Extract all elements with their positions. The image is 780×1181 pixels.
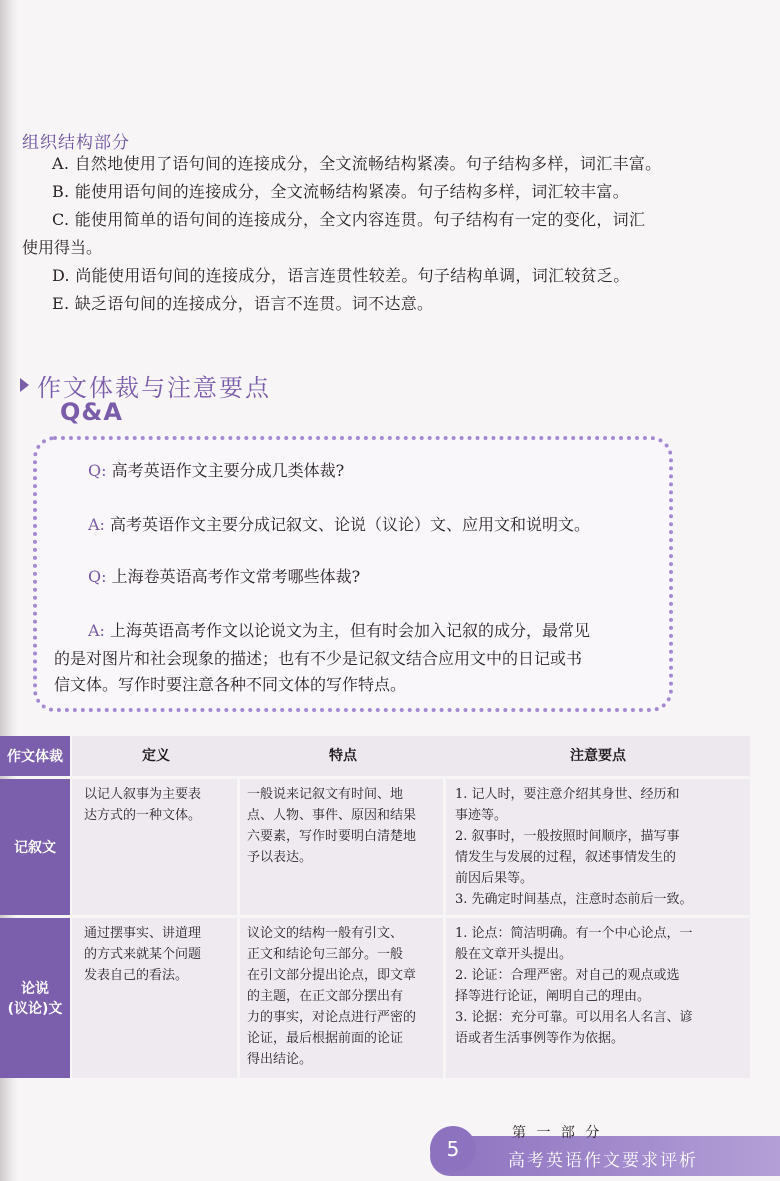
criterion-c-continued: 使用得当。 bbox=[22, 238, 103, 257]
qa-answer-2 bbox=[88, 618, 590, 644]
text-line: 前因后果等。 bbox=[455, 871, 534, 886]
text-line: 3. 先确定时间基点，注意时态前后一致。 bbox=[455, 892, 693, 907]
text-line: 1. 记人时，要注意介绍其身世、经历和 bbox=[455, 787, 680, 802]
page-number: 5 bbox=[430, 1126, 476, 1172]
qa-question-1 bbox=[88, 458, 344, 484]
criterion-b: B. 能使用语句间的连接成分，全文流畅结构紧凑。句子结构多样，词汇较丰富。 bbox=[52, 182, 630, 201]
organization-heading: 组织结构部分 bbox=[22, 133, 130, 153]
text-line: 以记人叙事为主要表 bbox=[84, 787, 202, 802]
table-header-features: 特点 bbox=[329, 748, 357, 764]
text-line: 的方式来就某个问题 bbox=[84, 947, 202, 962]
text-line: 般在文章开头提出。 bbox=[455, 947, 573, 962]
qa-tag: Q: bbox=[88, 567, 107, 586]
argumentative-notes bbox=[455, 923, 693, 1049]
text-line: 事迹等。 bbox=[455, 808, 508, 823]
qa-answer-2-line-2: 的是对图片和社会现象的描述；也有不少是记叙文结合应用文中的日记或书 bbox=[54, 649, 583, 668]
qa-tag: A: bbox=[88, 621, 105, 640]
genre-section-title-text: 作文体裁与注意要点 bbox=[37, 374, 271, 402]
text-line: 予以表达。 bbox=[247, 850, 313, 865]
genre-narrative bbox=[0, 779, 70, 915]
table-header-genre: 作文体裁 bbox=[0, 736, 70, 776]
argumentative-definition bbox=[84, 923, 201, 986]
genre-section-title bbox=[20, 368, 271, 403]
text-line: 2. 叙事时，一般按照时间顺序，描写事 bbox=[455, 829, 680, 844]
qa-text: 高考英语作文主要分成记叙文、论说（议论）文、应用文和说明文。 bbox=[110, 515, 591, 534]
narrative-features bbox=[247, 784, 416, 868]
criterion-c: C. 能使用简单的语句间的连接成分，全文内容连贯。句子结构有一定的变化，词汇 bbox=[52, 210, 646, 229]
text-line: 力的事实，对论点进行严密的 bbox=[247, 1010, 417, 1025]
text-line: 点、人物、事件、原因和结果 bbox=[247, 808, 417, 823]
criterion-e: E. 缺乏语句间的连接成分，语言不连贯。词不达意。 bbox=[52, 294, 434, 313]
text-line: 发表自己的看法。 bbox=[84, 968, 189, 983]
text-line: 通过摆事实、讲道理 bbox=[84, 926, 202, 941]
text-line: 的主题，在正文部分摆出有 bbox=[247, 989, 404, 1004]
text-line: 论说 bbox=[20, 981, 49, 997]
text-line: 在引文部分提出论点，即文章 bbox=[247, 968, 417, 983]
text-line: 情发生与发展的过程，叙述事情发生的 bbox=[455, 850, 677, 865]
text-line: 论证，最后根据前面的论证 bbox=[247, 1031, 404, 1046]
qa-label: Q&A bbox=[60, 398, 123, 426]
narrative-notes bbox=[455, 784, 693, 910]
text-line: 得出结论。 bbox=[247, 1052, 313, 1067]
qa-tag: A: bbox=[88, 515, 105, 534]
text-line: 正文和结论句三部分。一般 bbox=[247, 947, 404, 962]
genre-narrative-label: 记叙文 bbox=[14, 840, 56, 856]
book-title: 高考英语作文要求评析 bbox=[508, 1151, 698, 1171]
text-line: 议论文的结构一般有引文、 bbox=[247, 926, 404, 941]
table-header-notes: 注意要点 bbox=[570, 748, 626, 764]
text-line: 2. 论证：合理严密。对自己的观点或选 bbox=[455, 968, 680, 983]
text-line: 1. 论点：简洁明确。有一个中心论点，一 bbox=[455, 926, 693, 941]
genre-argumentative bbox=[0, 918, 70, 1078]
text-line: 一般说来记叙文有时间、地 bbox=[247, 787, 404, 802]
criterion-d: D. 尚能使用语句间的连接成分，语言连贯性较差。句子结构单调，词汇较贫乏。 bbox=[52, 266, 630, 285]
text-line: 3. 论据：充分可靠。可以用名人名言、谚 bbox=[455, 1010, 693, 1025]
qa-tag: Q: bbox=[88, 461, 107, 480]
qa-answer-2-line-3: 信文体。写作时要注意各种不同文体的写作特点。 bbox=[54, 675, 407, 694]
criterion-a: A. 自然地使用了语句间的连接成分，全文流畅结构紧凑。句子结构多样，词汇丰富。 bbox=[52, 154, 662, 173]
qa-answer-1 bbox=[88, 512, 590, 538]
argumentative-features bbox=[247, 923, 416, 1070]
arrow-icon bbox=[20, 378, 29, 392]
text-line: 达方式的一种文体。 bbox=[84, 808, 202, 823]
qa-question-2 bbox=[88, 564, 360, 590]
qa-text: 上海英语高考作文以论说文为主，但有时会加入记叙的成分，最常见 bbox=[110, 621, 591, 640]
text-line: 择等进行论证，阐明自己的理由。 bbox=[455, 989, 651, 1004]
text-line: 语或者生活事例等作为依据。 bbox=[455, 1031, 625, 1046]
narrative-definition bbox=[84, 784, 201, 826]
table-header-definition: 定义 bbox=[142, 748, 170, 764]
qa-text: 高考英语作文主要分成几类体裁? bbox=[111, 461, 345, 480]
text-line: 六要素，写作时要明白清楚地 bbox=[247, 829, 417, 844]
genre-argumentative-label bbox=[8, 978, 63, 1018]
part-label: 第 一 部 分 bbox=[512, 1125, 603, 1141]
text-line: (议论)文 bbox=[7, 1001, 63, 1017]
qa-text: 上海卷英语高考作文常考哪些体裁? bbox=[111, 567, 361, 586]
